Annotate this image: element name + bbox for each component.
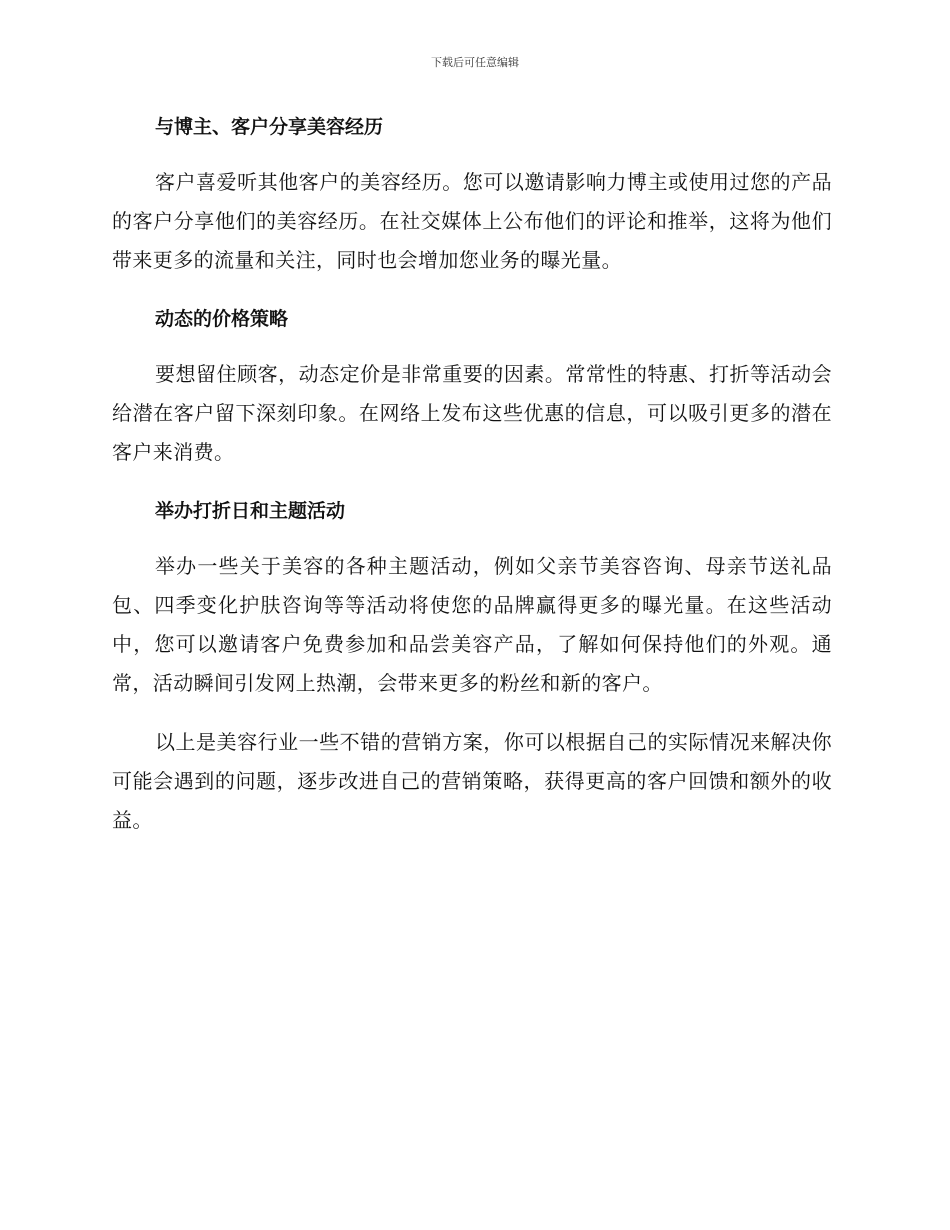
document-body [112,108,832,840]
page-header: 下载后可任意编辑 [431,56,519,69]
section-paragraph-dynamic-pricing: 要想留住顾客，动态定价是非常重要的因素。常常性的特惠、打折等活动会给潜在客户留下深刻印象。在网络上发布这些优惠的信息，可以吸引更多的潜在客户来消费。 [112,362,832,464]
section-heading-discount-events: 举办打折日和主题活动 [155,500,346,522]
conclusion-paragraph: 以上是美容行业一些不错的营销方案，你可以根据自己的实际情况来解决你可能会遇到的问题，逐步改进自己的营销策略，获得更高的客户回馈和额外的收益。 [112,730,832,832]
section-paragraph-discount-events: 举办一些关于美容的各种主题活动，例如父亲节美容咨询、母亲节送礼品包、四季变化护肤咨询等等活动将使您的品牌赢得更多的曝光量。在这些活动中，您可以邀请客户免费参加和品尝美容产品，了解如何保持他们的外观。通常，活动瞬间引发网上热潮，会带来更多的粉丝和新的客户。 [112,554,832,695]
section-paragraph-blogger-sharing: 客户喜爱听其他客户的美容经历。您可以邀请影响力博主或使用过您的产品的客户分享他们的美容经历。在社交媒体上公布他们的评论和推举，这将为他们带来更多的流量和关注，同时也会增加您业务的曝光量。 [112,170,832,272]
section-heading-dynamic-pricing: 动态的价格策略 [155,308,289,330]
section-heading-blogger-sharing: 与博主、客户分享美容经历 [155,116,384,138]
